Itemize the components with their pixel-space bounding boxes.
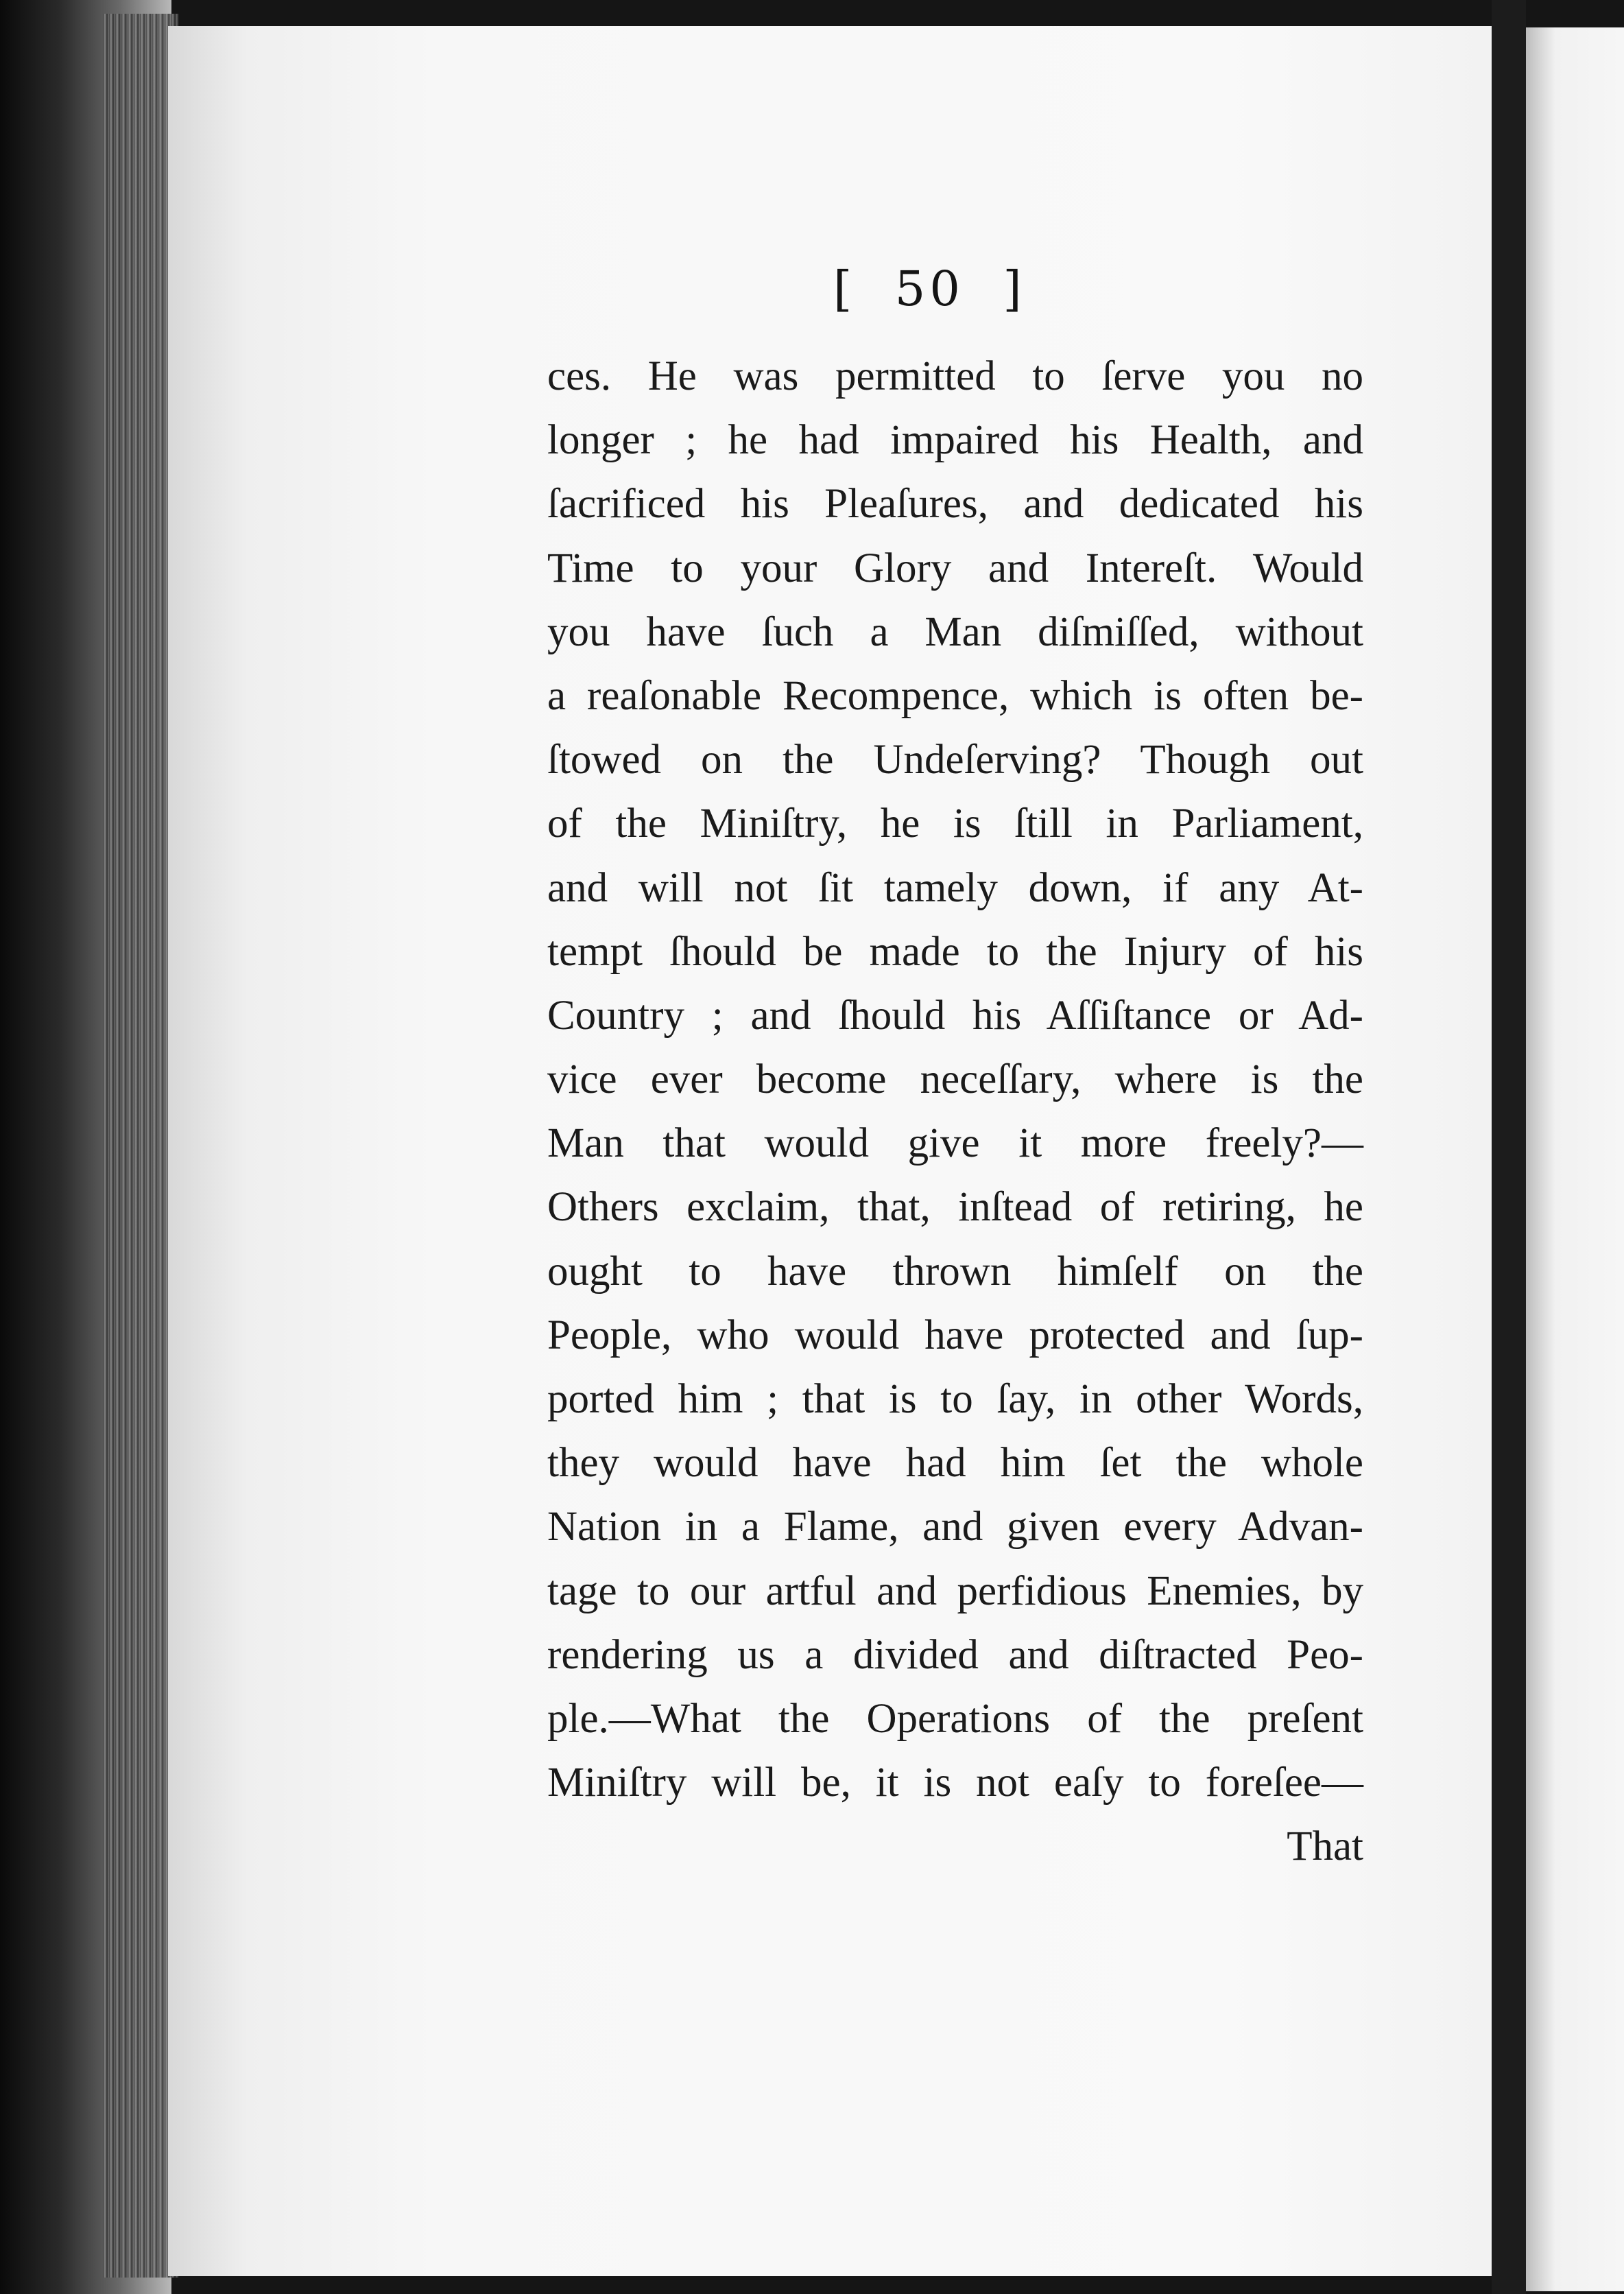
text-line: Time to your Glory and Intereſt. Would xyxy=(547,545,1363,591)
text-line: vice ever become neceſſary, where is the xyxy=(547,1056,1363,1103)
text-line: Miniſtry will be, it is not eaſy to foreſee— xyxy=(547,1760,1363,1806)
text-line: rendering us a divided and diſtracted Peo- xyxy=(547,1631,1363,1678)
text-line: People, who would have protected and ſup- xyxy=(547,1312,1363,1358)
text-line: they would have had him ſet the whole xyxy=(547,1440,1363,1487)
text-line: a reaſonable Recompence, which is often be- xyxy=(547,672,1363,719)
text-line: Others exclaim, that, inſtead of retiring, he xyxy=(547,1184,1363,1231)
page-stack-edge xyxy=(103,14,178,2278)
text-line: ſacrificed his Pleaſures, and dedicated his xyxy=(547,481,1363,528)
text-line: you have ſuch a Man diſmiſſed, without xyxy=(547,608,1363,655)
text-line: of the Miniſtry, he is ſtill in Parliament, xyxy=(547,801,1363,847)
text-line: Nation in a Flame, and given every Advan- xyxy=(547,1504,1363,1550)
page-number-header: [ 50 ] xyxy=(833,261,1026,317)
text-line: and will not ſit tamely down, if any At- xyxy=(547,864,1363,911)
text-line: Man that would give it more freely?— xyxy=(547,1120,1363,1167)
page-edge-shadow xyxy=(1492,0,1526,2294)
text-line: longer ; he had impaired his Health, and xyxy=(547,417,1363,464)
text-line: ported him ; that is to ſay, in other Words, xyxy=(547,1376,1363,1422)
text-line: ces. He was permitted to ſerve you no xyxy=(547,353,1363,399)
text-line: ought to have thrown himſelf on the xyxy=(547,1248,1363,1294)
body-text xyxy=(547,344,1363,1879)
text-line: ple.—What the Operations of the preſent xyxy=(547,1695,1363,1742)
text-line: ſtowed on the Undeſerving? Though out xyxy=(547,737,1363,783)
catchword: That xyxy=(1287,1823,1363,1870)
text-line: tage to our artful and perfidious Enemies, by xyxy=(547,1568,1363,1614)
next-page-edge xyxy=(1526,27,1624,2291)
text-line: tempt ſhould be made to the Injury of his xyxy=(547,928,1363,975)
text-line: Country ; and ſhould his Aſſiſtance or Ad- xyxy=(547,992,1363,1039)
